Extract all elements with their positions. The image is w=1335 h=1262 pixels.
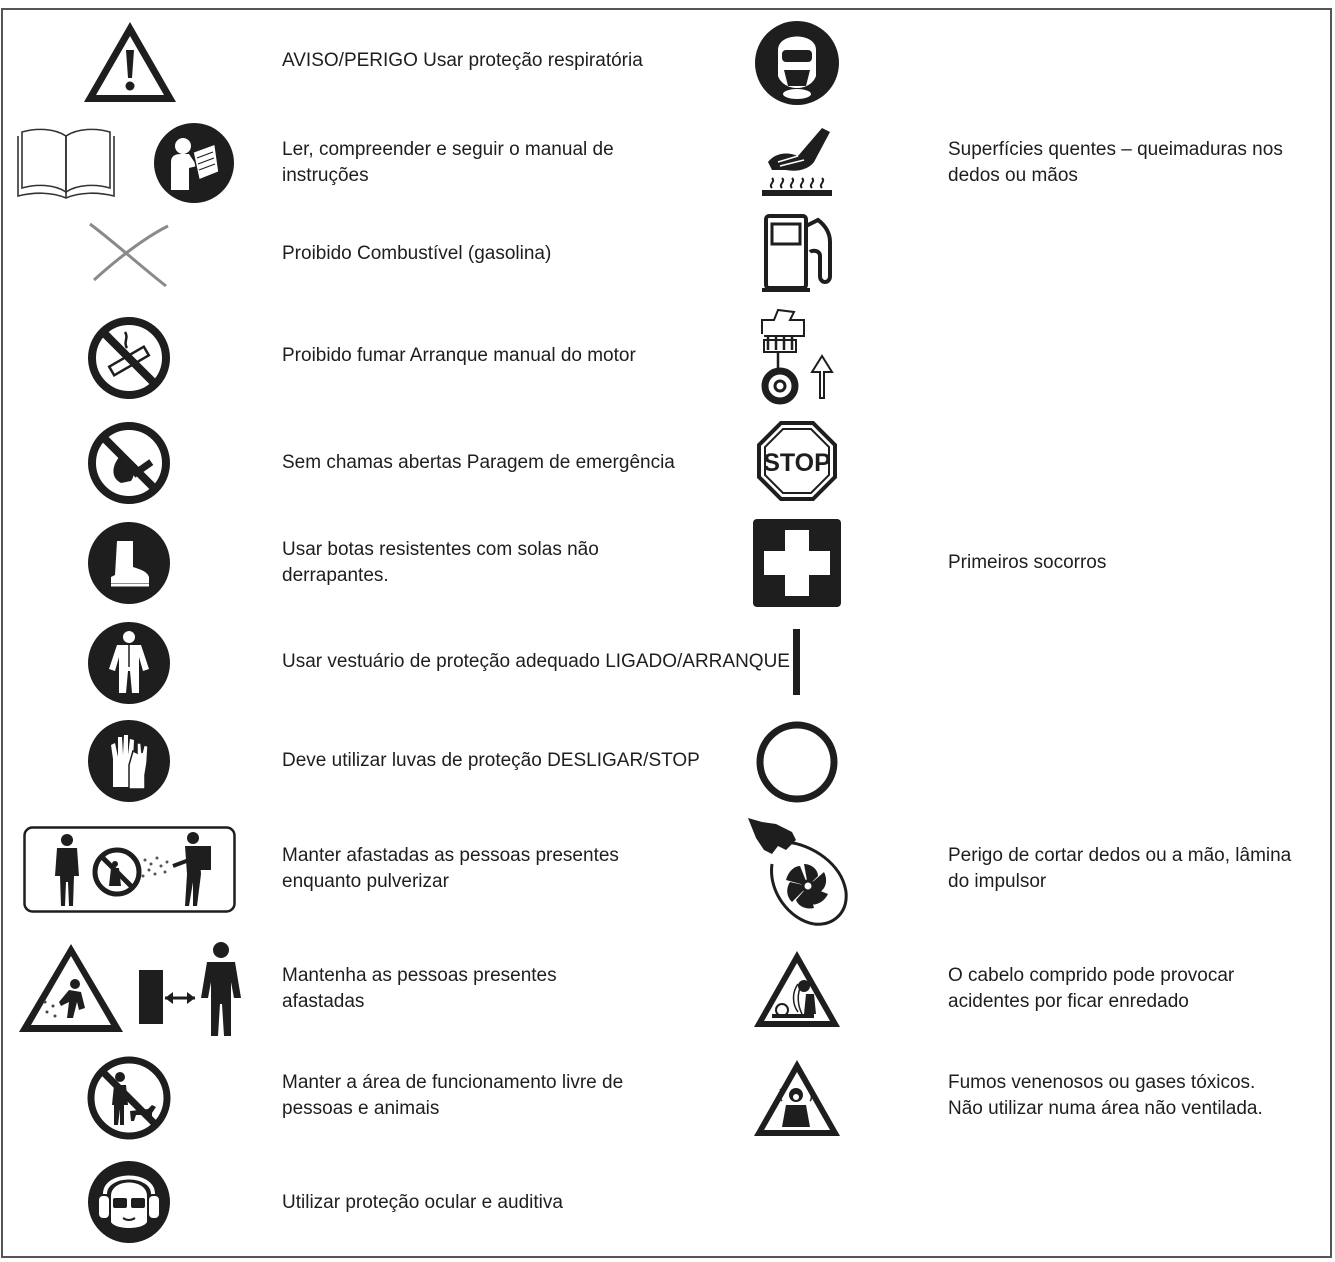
label-clothing: Usar vestuário de proteção adequado LIGADO/ARRANQUE [282, 651, 790, 672]
impeller-blade-icon [742, 814, 852, 928]
label-no-smoking: Proibido fumar Arranque manual do motor [282, 345, 636, 366]
eye-ear-protection-icon [87, 1160, 171, 1244]
stop-sign-text: STOP [763, 449, 831, 477]
label-read-manual: Ler, compreender e seguir o manual de instruções [282, 139, 614, 186]
off-stop-circle-icon [755, 720, 839, 804]
label-eye-ear: Utilizar proteção ocular e auditiva [282, 1192, 563, 1213]
no-fuel-cross-icon [86, 218, 172, 290]
warning-triangle-icon [80, 18, 180, 106]
open-book-icon [14, 122, 118, 202]
label-boots: Usar botas resistentes com solas não derrapantes. [282, 539, 599, 586]
safety-boots-icon [87, 521, 171, 605]
keep-distance-icon [15, 940, 245, 1040]
label-area-free: Manter a área de funcionamento livre de pessoas e animais [282, 1072, 624, 1119]
recoil-start-icon [754, 306, 838, 410]
no-open-flames-icon [87, 421, 171, 505]
label-hot-surfaces: Superfícies quentes – queimaduras nos dedos ou mãos [948, 139, 1283, 186]
label-impeller: Perigo de cortar dedos ou a mão, lâmina do impulsor [948, 845, 1292, 892]
long-hair-warning-icon [752, 948, 842, 1030]
no-people-animals-icon [86, 1055, 172, 1141]
label-bystanders-spraying: Manter afastadas as pessoas presentes enquanto pulverizar [282, 845, 619, 892]
label-no-flames: Sem chamas abertas Paragem de emergência [282, 452, 675, 473]
label-toxic-fumes: Fumos venenosos ou gases tóxicos. Não utilizar numa área não ventilada. [948, 1072, 1263, 1119]
label-keep-people-away: Mantenha as pessoas presentes afastadas [282, 965, 557, 1012]
label-first-aid: Primeiros socorros [948, 552, 1107, 573]
read-manual-icon [153, 122, 235, 204]
label-gloves: Deve utilizar luvas de proteção DESLIGAR/STOP [282, 750, 700, 771]
on-start-bar-icon [792, 629, 802, 695]
protective-clothing-icon [87, 621, 171, 705]
hot-surface-icon [758, 122, 836, 200]
label-warning-respiratory: AVISO/PERIGO Usar proteção respiratória [282, 50, 643, 71]
no-smoking-icon [87, 316, 171, 400]
first-aid-cross-icon [752, 518, 842, 608]
toxic-fumes-warning-icon [752, 1057, 842, 1139]
stop-sign-icon [756, 420, 838, 502]
bystanders-spraying-icon [23, 826, 237, 914]
protective-gloves-icon [87, 719, 171, 803]
respirator-mask-icon [754, 20, 840, 106]
label-long-hair: O cabelo comprido pode provocar acidentes por ficar enredado [948, 965, 1235, 1012]
fuel-pump-icon [760, 212, 836, 294]
label-no-fuel: Proibido Combustível (gasolina) [282, 243, 552, 264]
